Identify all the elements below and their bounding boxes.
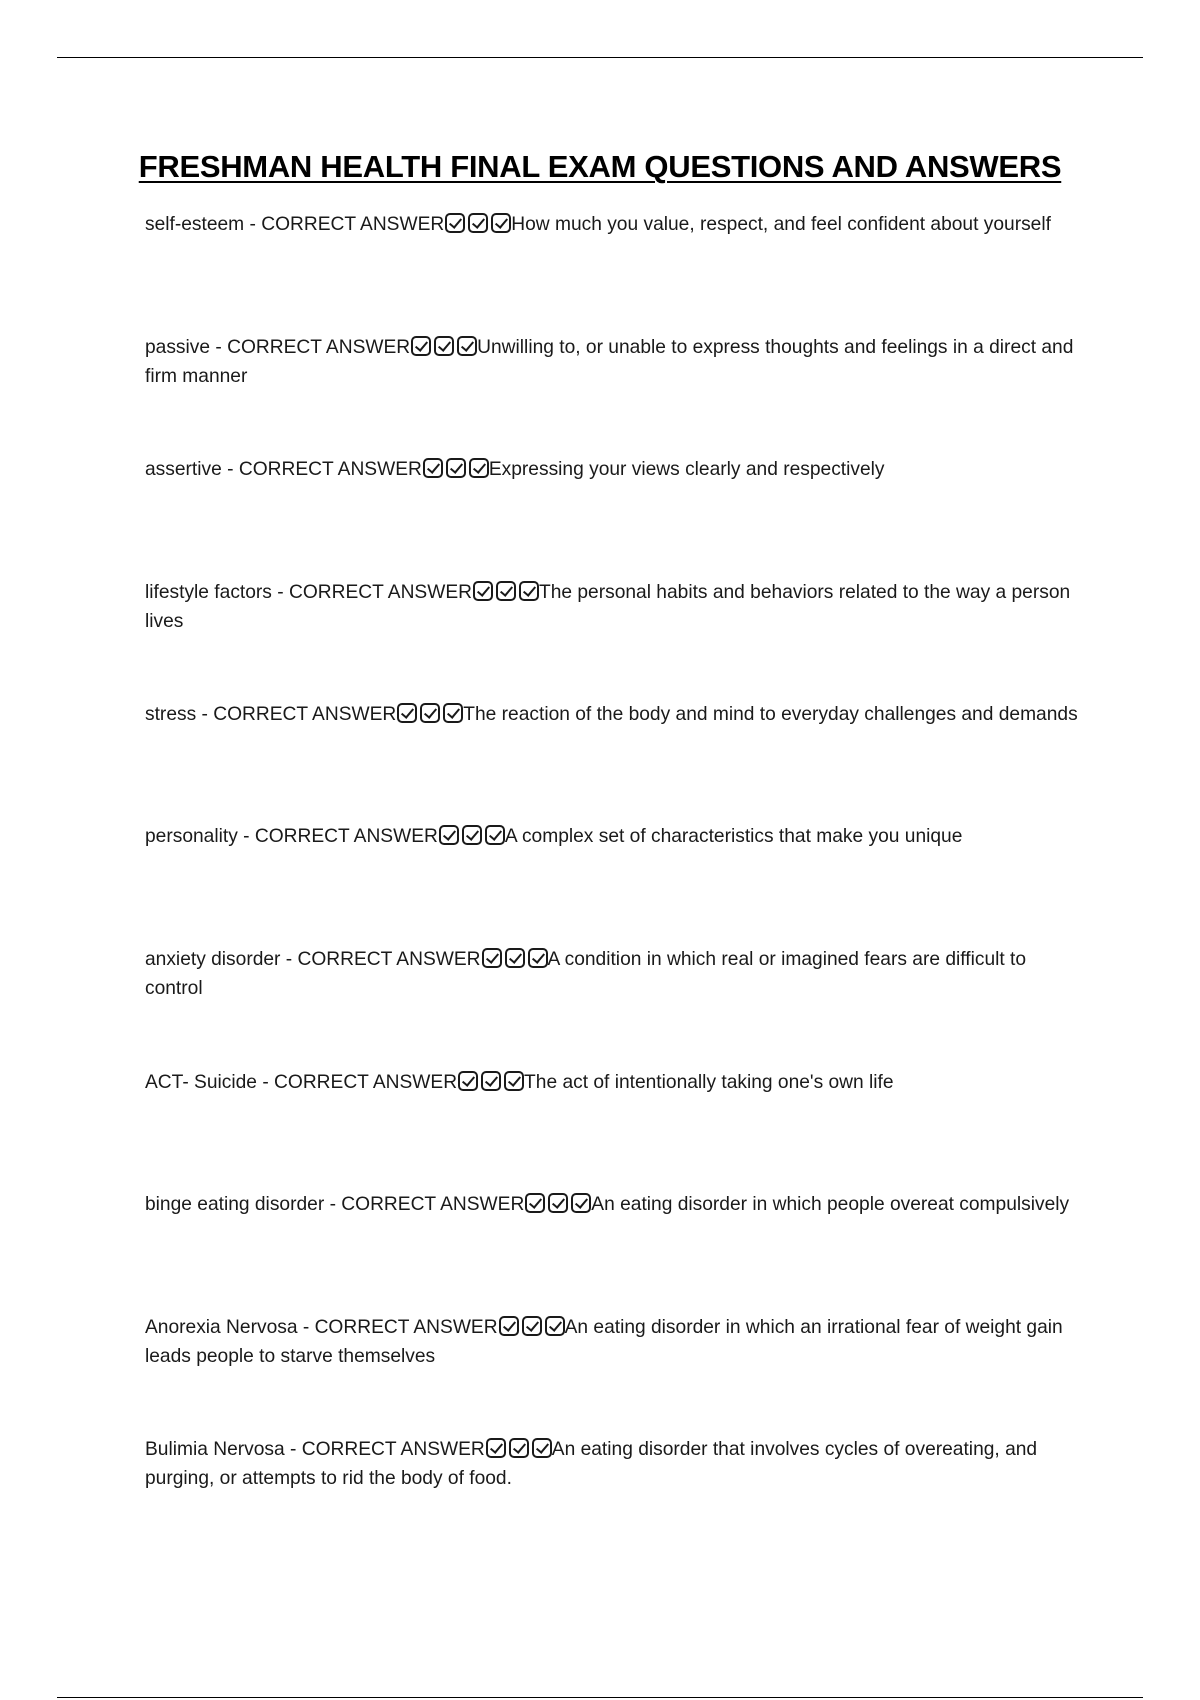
check-icons: [524, 1190, 591, 1219]
checkbox-checked-icon: [423, 458, 443, 478]
checkbox-checked-icon: [457, 336, 477, 356]
correct-answer-label: - CORRECT ANSWER: [290, 1439, 485, 1460]
qa-definition: How much you value, respect, and feel confident about yourself: [511, 214, 1051, 235]
correct-answer-label: - CORRECT ANSWER: [249, 214, 445, 235]
qa-item: [145, 578, 1085, 636]
checkbox-checked-icon: [509, 1438, 529, 1458]
qa-term: binge eating disorder: [145, 1194, 325, 1215]
checkbox-checked-icon: [571, 1193, 591, 1213]
check-icons: [485, 1435, 552, 1464]
qa-definition: The reaction of the body and mind to everyday challenges and demands: [463, 704, 1078, 725]
top-rule: [57, 57, 1143, 58]
correct-answer-label: - CORRECT ANSWER: [285, 949, 481, 970]
checkbox-checked-icon: [519, 581, 539, 601]
checkbox-checked-icon: [397, 703, 417, 723]
checkbox-checked-icon: [525, 1193, 545, 1213]
qa-definition: An eating disorder that involves cycles of overeating, and purging, or attempts to rid the body of food.: [145, 1439, 1038, 1489]
qa-item: [145, 455, 1085, 484]
checkbox-checked-icon: [496, 581, 516, 601]
correct-answer-label: - CORRECT ANSWER: [201, 704, 397, 725]
qa-term: Bulimia Nervosa: [145, 1439, 285, 1460]
bottom-rule: [57, 1697, 1143, 1698]
qa-definition: The personal habits and behaviors related to the way a person lives: [145, 582, 1071, 632]
correct-answer-label: - CORRECT ANSWER: [262, 1072, 458, 1093]
checkbox-checked-icon: [469, 458, 489, 478]
qa-term: self-esteem: [145, 214, 245, 235]
checkbox-checked-icon: [482, 948, 502, 968]
checkbox-checked-icon: [528, 948, 548, 968]
checkbox-checked-icon: [532, 1438, 552, 1458]
checkbox-checked-icon: [446, 458, 466, 478]
checkbox-checked-icon: [499, 1316, 519, 1336]
correct-answer-label: - CORRECT ANSWER: [243, 826, 438, 847]
qa-item: [145, 700, 1085, 729]
qa-item: [145, 822, 1085, 851]
checkbox-checked-icon: [458, 1071, 478, 1091]
check-icons: [396, 700, 463, 729]
qa-item: [145, 1435, 1085, 1493]
qa-term: personality: [145, 826, 238, 847]
checkbox-checked-icon: [434, 336, 454, 356]
qa-definition: An eating disorder in which people overeat compulsively: [591, 1194, 1070, 1215]
checkbox-checked-icon: [504, 1071, 524, 1091]
check-icons: [410, 333, 477, 362]
qa-term: Anorexia Nervosa: [145, 1317, 298, 1338]
qa-term: anxiety disorder: [145, 949, 281, 970]
qa-item: [145, 210, 1085, 239]
checkbox-checked-icon: [481, 1071, 501, 1091]
checkbox-checked-icon: [445, 213, 465, 233]
qa-item: [145, 1068, 1085, 1097]
checkbox-checked-icon: [473, 581, 493, 601]
check-icons: [457, 1068, 524, 1097]
checkbox-checked-icon: [443, 703, 463, 723]
qa-definition: Unwilling to, or unable to express thoughts and feelings in a direct and firm manner: [145, 337, 1074, 387]
page-title: [0, 149, 1200, 185]
checkbox-checked-icon: [485, 825, 505, 845]
qa-term: stress: [145, 704, 197, 725]
checkbox-checked-icon: [505, 948, 525, 968]
check-icons: [472, 578, 539, 607]
checkbox-checked-icon: [439, 825, 459, 845]
qa-item: [145, 1313, 1085, 1371]
qa-definition: A condition in which real or imagined fears are difficult to control: [145, 949, 1027, 999]
checkbox-checked-icon: [420, 703, 440, 723]
check-icons: [481, 945, 548, 974]
checkbox-checked-icon: [491, 213, 511, 233]
checkbox-checked-icon: [486, 1438, 506, 1458]
check-icons: [422, 455, 489, 484]
qa-definition: Expressing your views clearly and respectively: [488, 459, 885, 480]
check-icons: [498, 1313, 565, 1342]
qa-item: [145, 945, 1085, 1003]
qa-term: lifestyle factors: [145, 582, 272, 603]
correct-answer-label: - CORRECT ANSWER: [227, 459, 422, 480]
qa-term: passive: [145, 337, 211, 358]
correct-answer-label: - CORRECT ANSWER: [302, 1317, 498, 1338]
correct-answer-label: - CORRECT ANSWER: [215, 337, 411, 358]
page-title-text: FRESHMAN HEALTH FINAL EXAM QUESTIONS AND ANSWERS: [138, 149, 1062, 184]
qa-term: ACT- Suicide: [145, 1072, 257, 1093]
correct-answer-label: - CORRECT ANSWER: [329, 1194, 525, 1215]
qa-item: [145, 1190, 1085, 1219]
qa-item: [145, 333, 1085, 391]
correct-answer-label: - CORRECT ANSWER: [277, 582, 472, 603]
qa-term: assertive: [145, 459, 222, 480]
check-icons: [444, 210, 511, 239]
checkbox-checked-icon: [462, 825, 482, 845]
checkbox-checked-icon: [548, 1193, 568, 1213]
checkbox-checked-icon: [468, 213, 488, 233]
qa-definition: The act of intentionally taking one's own life: [524, 1072, 894, 1093]
checkbox-checked-icon: [411, 336, 431, 356]
check-icons: [438, 822, 505, 851]
checkbox-checked-icon: [545, 1316, 565, 1336]
qa-definition: A complex set of characteristics that make you unique: [504, 826, 963, 847]
checkbox-checked-icon: [522, 1316, 542, 1336]
qa-definition: An eating disorder in which an irrational fear of weight gain leads people to starve themselves: [145, 1317, 1063, 1367]
